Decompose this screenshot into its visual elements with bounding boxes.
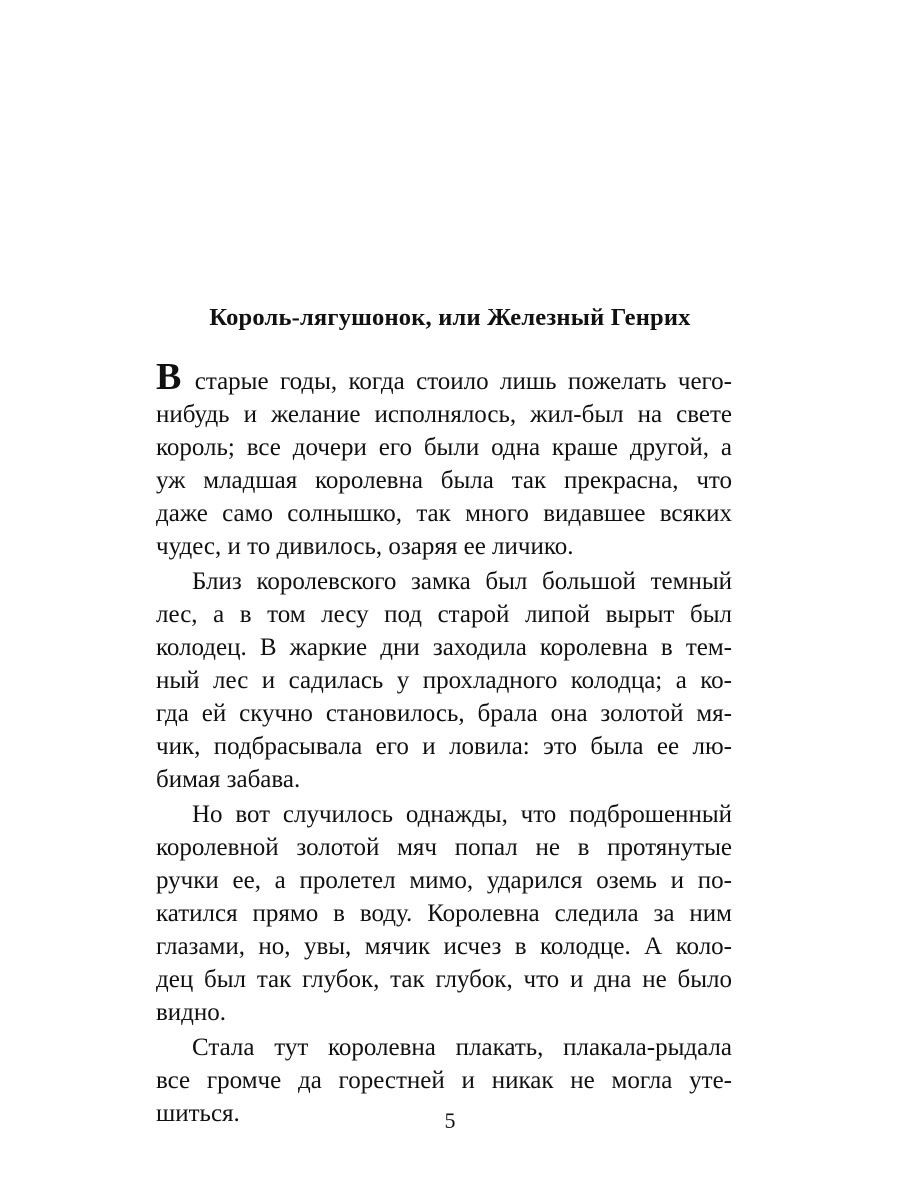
text-line: чик, подбрасывала его и ловила: это была ее лю- <box>156 733 732 760</box>
text-line: королевной золотой мяч попал не в протянутые <box>156 834 732 861</box>
text-line: лес, а в том лесу под старой липой вырыт был <box>156 601 732 628</box>
text-line: ручки ее, а пролетел мимо, ударился оземь и по- <box>156 867 732 894</box>
text-line: колодец. В жаркие дни заходила королевна в тем- <box>156 634 732 661</box>
text-line: даже само солнышко, так много видавшее всяких <box>156 500 732 527</box>
text-line: гда ей скучно становилось, брала она золотой мя- <box>156 700 732 727</box>
text-line: уж младшая королевна была так прекрасна, что <box>156 467 732 494</box>
text-line: нибудь и желание исполнялось, жил-был на свете <box>156 401 732 428</box>
text-line: Стала тут королевна плакать, плакала-рыдала <box>192 1034 732 1061</box>
chapter-title: Король-лягушонок, или Железный Генрих <box>209 304 691 331</box>
paragraph-1 <box>156 356 732 563</box>
text-line: ный лес и садилась у прохладного колодца; а ко- <box>156 667 732 694</box>
page-number: 5 <box>444 1108 456 1133</box>
text-line: глазами, но, увы, мячик исчез в колодце. А коло- <box>156 933 732 960</box>
text-line: король; все дочери его были одна краше другой, а <box>156 434 732 461</box>
text-line: видно. <box>156 999 227 1026</box>
paragraph-3 <box>156 798 732 1029</box>
text-line: шиться. <box>156 1100 240 1127</box>
drop-cap: В <box>156 356 184 398</box>
text-line: дец был так глубок, так глубок, что и дна не было <box>156 966 732 993</box>
text-line: бимая забава. <box>156 766 301 793</box>
text-line: катился прямо в воду. Королевна следила за ним <box>156 900 732 927</box>
text-line: чудес, и то дивилось, озаряя ее личико. <box>156 533 574 560</box>
text-line: Но вот случилось однажды, что подброшенный <box>192 801 732 828</box>
chapter-body <box>156 356 732 1132</box>
text-line: В старые годы, когда стоило лишь пожелать чего- <box>156 356 732 398</box>
paragraph-2 <box>156 565 732 796</box>
text-line: все громче да горестней и никак не могла уте- <box>156 1067 732 1094</box>
text-line: Близ королевского замка был большой темный <box>192 568 732 595</box>
